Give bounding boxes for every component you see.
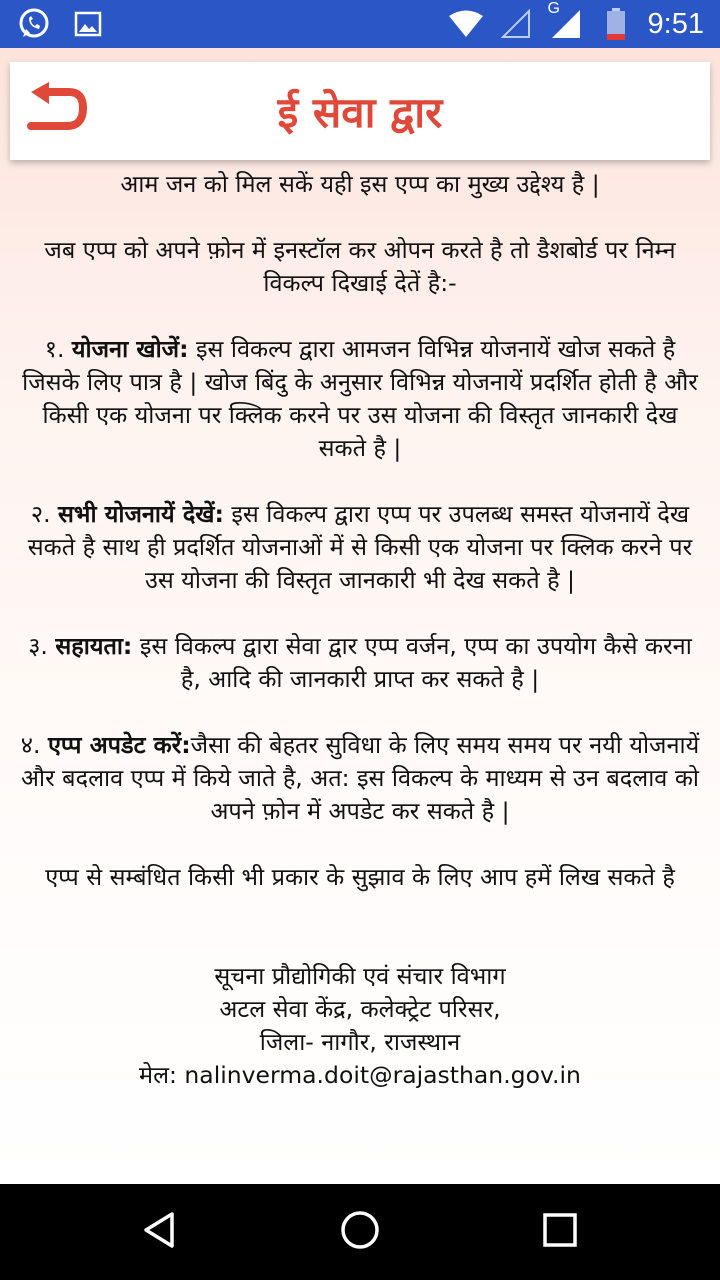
- status-clock: 9:51: [647, 7, 704, 40]
- address-line-1: अटल सेवा केंद्र, कलेक्ट्रेट परिसर,: [219, 995, 501, 1023]
- contact-footer: [16, 960, 704, 1092]
- option-text: इस विकल्प द्वारा एप्प पर उपलब्ध समस्त योजनायें देख सकते है साथ ही प्रदर्शित योजनाओं में से किसी एक योजना पर क्लिक करने पर उस योजना की विस्तृत जानकारी भी देख सकते है |: [27, 500, 693, 594]
- department-name: सूचना प्रौद्योगिकी एवं संचार विभाग: [214, 962, 506, 990]
- home-circle-icon: [339, 1209, 381, 1255]
- email-link[interactable]: nalinverma.doit@rajasthan.gov.in: [184, 1061, 581, 1089]
- option-3: [16, 630, 704, 696]
- address-line-2: जिला- नागौर, राजस्थान: [259, 1028, 461, 1056]
- option-title: सहायता:: [55, 632, 133, 660]
- wifi-icon: [448, 6, 484, 42]
- nav-recents-button[interactable]: [530, 1202, 590, 1262]
- option-4: [16, 729, 704, 828]
- email-line: [16, 1059, 704, 1092]
- navigation-bar: [0, 1184, 720, 1280]
- content-area[interactable]: [0, 48, 720, 1184]
- info-text: [16, 168, 704, 1092]
- option-number: ३.: [28, 632, 48, 660]
- option-title: एप्प अपडेट करें:: [47, 731, 191, 759]
- image-icon: [70, 6, 106, 42]
- battery-icon: [598, 6, 634, 42]
- network-type-label: G: [547, 0, 560, 17]
- recents-square-icon: [541, 1211, 579, 1253]
- back-arrow-icon: [25, 82, 87, 140]
- app-header: [10, 62, 710, 160]
- option-text: इस विकल्प द्वारा आमजन विभिन्न योजनायें खोज सकते है जिसके लिए पात्र है | खोज बिंदु के अनुसार विभिन्न योजनायें प्रदर्शित होती है और किसी एक योजना पर क्लिक करने पर उस योजना की विस्तृत जानकारी देख सकते है |: [22, 335, 698, 462]
- back-triangle-icon: [140, 1210, 180, 1254]
- option-2: [16, 498, 704, 597]
- nav-back-button[interactable]: [130, 1202, 190, 1262]
- status-bar: [0, 0, 720, 48]
- option-1: [16, 333, 704, 465]
- option-text: जैसा की बेहतर सुविधा के लिए समय समय पर नयी योजनायें और बदलाव एप्प में किये जाते है, अत: इस विकल्प के माध्यम से उन बदलाव को अपने फ़ोन में अपडेट कर सकते है |: [21, 731, 700, 825]
- mail-label: मेल:: [139, 1061, 185, 1089]
- page-title: ई सेवा द्वार: [277, 87, 443, 137]
- dashboard-intro: जब एप्प को अपने फ़ोन में इनस्टॉल कर ओपन करते है तो डैशबोर्ड पर निम्न विकल्प दिखाई देतें है:-: [44, 236, 676, 297]
- intro-line: आम जन को मिल सकें यही इस एप्प का मुख्य उद्देश्य है |: [120, 170, 600, 198]
- suggestion-text: एप्प से सम्बंधित किसी भी प्रकार के सुझाव के लिए आप हमें लिख सकते है: [45, 863, 675, 891]
- option-number: २.: [30, 500, 51, 528]
- whatsapp-icon: [16, 6, 52, 42]
- option-title: सभी योजनायें देखें:: [58, 500, 224, 528]
- back-button[interactable]: [16, 74, 96, 148]
- option-number: १.: [44, 335, 65, 363]
- signal-outline-icon: [498, 6, 534, 42]
- option-title: योजना खोजें:: [71, 335, 189, 363]
- option-text: इस विकल्प द्वारा सेवा द्वार एप्प वर्जन, एप्प का उपयोग कैसे करना है, आदि की जानकारी प्राप्त कर सकते है |: [132, 632, 692, 693]
- option-number: ४.: [20, 731, 41, 759]
- nav-home-button[interactable]: [330, 1202, 390, 1262]
- signal-icon: [547, 0, 584, 42]
